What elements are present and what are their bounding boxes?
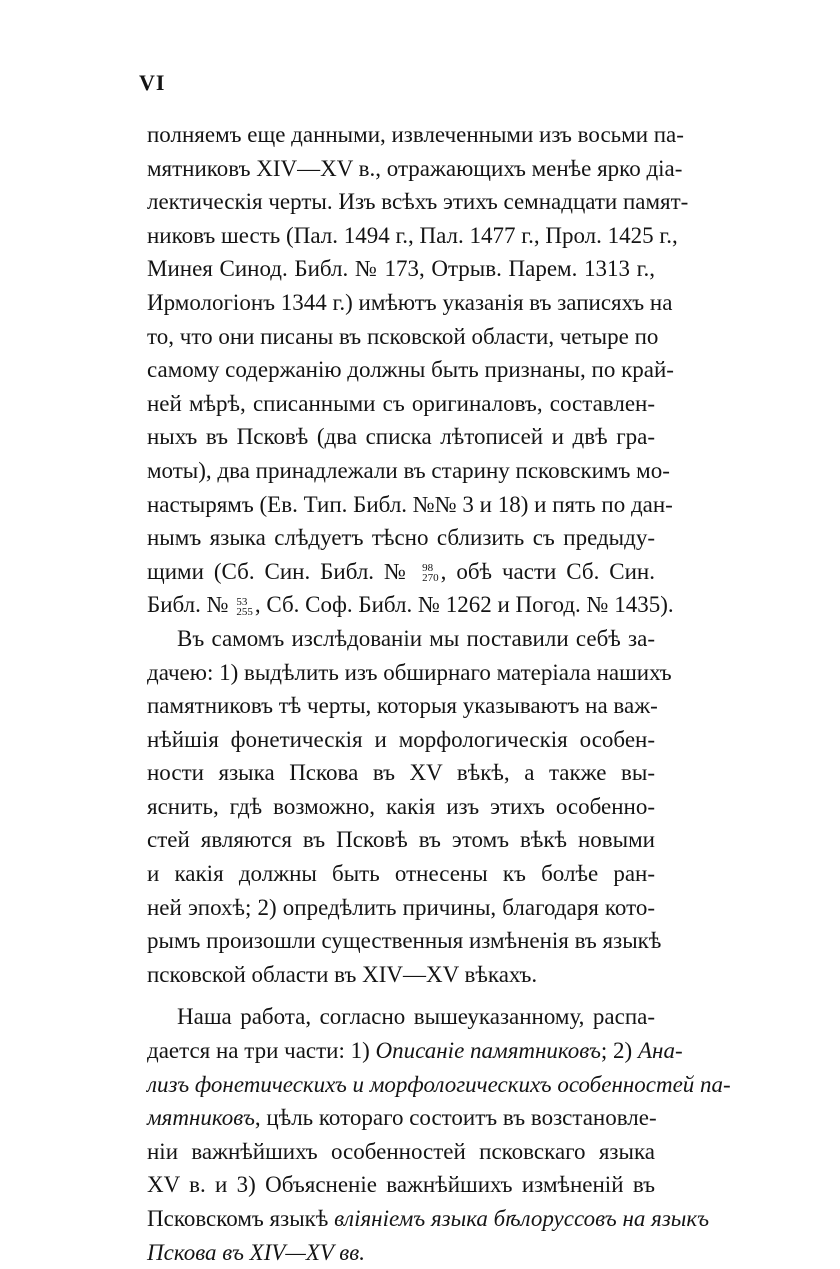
text-line: настырямъ (Ев. Тип. Библ. №№ 3 и 18) и пять по дан-	[147, 491, 673, 517]
text-line: ныхъ въ Псковѣ (два списка лѣтописей и двѣ гра-	[147, 424, 655, 450]
italic-title: мятниковъ	[147, 1105, 255, 1131]
paragraph-2	[147, 622, 672, 992]
text-line: Минея Синод. Библ. № 173, Отрыв. Парем. 1313 г.,	[147, 256, 655, 282]
text-line: Ирмологіонъ 1344 г.) имѣютъ указанія въ записяхъ на	[147, 289, 673, 315]
paragraph-3	[147, 1000, 731, 1269]
text-run: дается на три части: 1)	[147, 1038, 370, 1064]
fraction-bottom: 255	[236, 606, 253, 619]
text-run: , обѣ части Сб. Син.	[440, 558, 655, 584]
text-line: самому содержанію должны быть признаны, по край-	[147, 357, 674, 383]
text-line: Наша работа, согласно вышеуказанному, распа-	[177, 1004, 655, 1030]
italic-title: вліяніемъ языка бѣлоруссовъ на языкъ	[334, 1206, 710, 1231]
text-line: ней эпохѣ; 2) опредѣлить причины, благодаря кото-	[147, 894, 655, 920]
italic-line: лизъ фонетическихъ и морфологическихъ особенностей па-	[147, 1071, 731, 1097]
fraction-top: 53	[236, 596, 248, 609]
text-line: псковской области въ XIV—XV вѣкахъ.	[147, 961, 538, 987]
italic-title: Описаніе памятниковъ	[375, 1038, 601, 1064]
text-line: яснить, гдѣ возможно, какія изъ этихъ особенно-	[147, 793, 655, 819]
text-run: , цѣль котораго состоитъ въ возстановле-	[254, 1105, 657, 1131]
text-line: ней мѣрѣ, списанными съ оригиналовъ, составлен-	[147, 390, 655, 416]
text-line: и какія должны быть отнесены къ болѣе ран-	[147, 861, 655, 887]
text-line: XV в. и 3) Объясненіе важнѣйшихъ измѣненій въ	[147, 1172, 655, 1198]
main-text	[147, 118, 731, 1269]
fraction-top: 98	[422, 562, 434, 575]
text-line: никовъ шесть (Пал. 1494 г., Пал. 1477 г., Прол. 1425 г.,	[147, 222, 678, 248]
text-line: полняемъ еще данными, извлеченными изъ восьми па-	[147, 122, 684, 147]
text-run: , Сб. Соф. Библ. № 1262 и Погод. № 1435).	[254, 592, 674, 618]
text-line: стей являются въ Псковѣ въ этомъ вѣкѣ новыми	[147, 827, 655, 853]
text-line: памятниковъ тѣ черты, которыя указываютъ на важ-	[147, 693, 658, 719]
paragraph-gap	[147, 991, 655, 1000]
text-line: рымъ произошли существенныя измѣненія въ языкѣ	[147, 928, 662, 954]
fraction-bottom: 270	[422, 572, 439, 585]
text-line: ніи важнѣйшихъ особенностей псковскаго языка	[147, 1138, 655, 1164]
text-line: дачею: 1) выдѣлить изъ обширнаго матеріала нашихъ	[147, 659, 672, 685]
fraction	[422, 563, 439, 583]
text-line	[147, 588, 674, 622]
text-line: ности языка Пскова въ XV вѣкѣ, а также вы-	[147, 760, 655, 786]
text-line: Въ самомъ изслѣдованіи мы поставили себѣ за-	[177, 625, 655, 651]
text-line	[147, 1034, 683, 1068]
text-line: нѣйшія фонетическія и морфологическія особен-	[147, 726, 655, 752]
text-line: мятниковъ XIV—XV в., отражающихъ менѣе ярко діа-	[147, 155, 683, 181]
text-line: то, что они писаны въ псковской области, четыре по	[147, 323, 659, 349]
text-line	[147, 1101, 655, 1135]
fraction	[236, 597, 253, 617]
text-line	[147, 555, 655, 589]
paragraph-1	[147, 118, 689, 622]
text-line	[147, 1202, 710, 1236]
text-run: ; 2)	[600, 1038, 633, 1064]
text-line: нымъ языка слѣдуетъ тѣсно сблизить съ предыду-	[147, 525, 655, 551]
italic-line: Пскова въ XIV—XV вв.	[147, 1239, 366, 1265]
text-run: Библ. №	[147, 592, 229, 618]
text-run: щими (Сб. Син. Библ. №	[147, 558, 411, 584]
text-line: моты), два принадлежали въ старину псковскимъ мо-	[147, 457, 670, 483]
italic-title: Ана-	[637, 1038, 683, 1064]
text-run: Псковскомъ языкѣ	[147, 1206, 329, 1231]
text-line: лектическія черты. Изъ всѣхъ этихъ семнадцати памят-	[147, 189, 689, 215]
page-number: VI	[139, 70, 166, 95]
